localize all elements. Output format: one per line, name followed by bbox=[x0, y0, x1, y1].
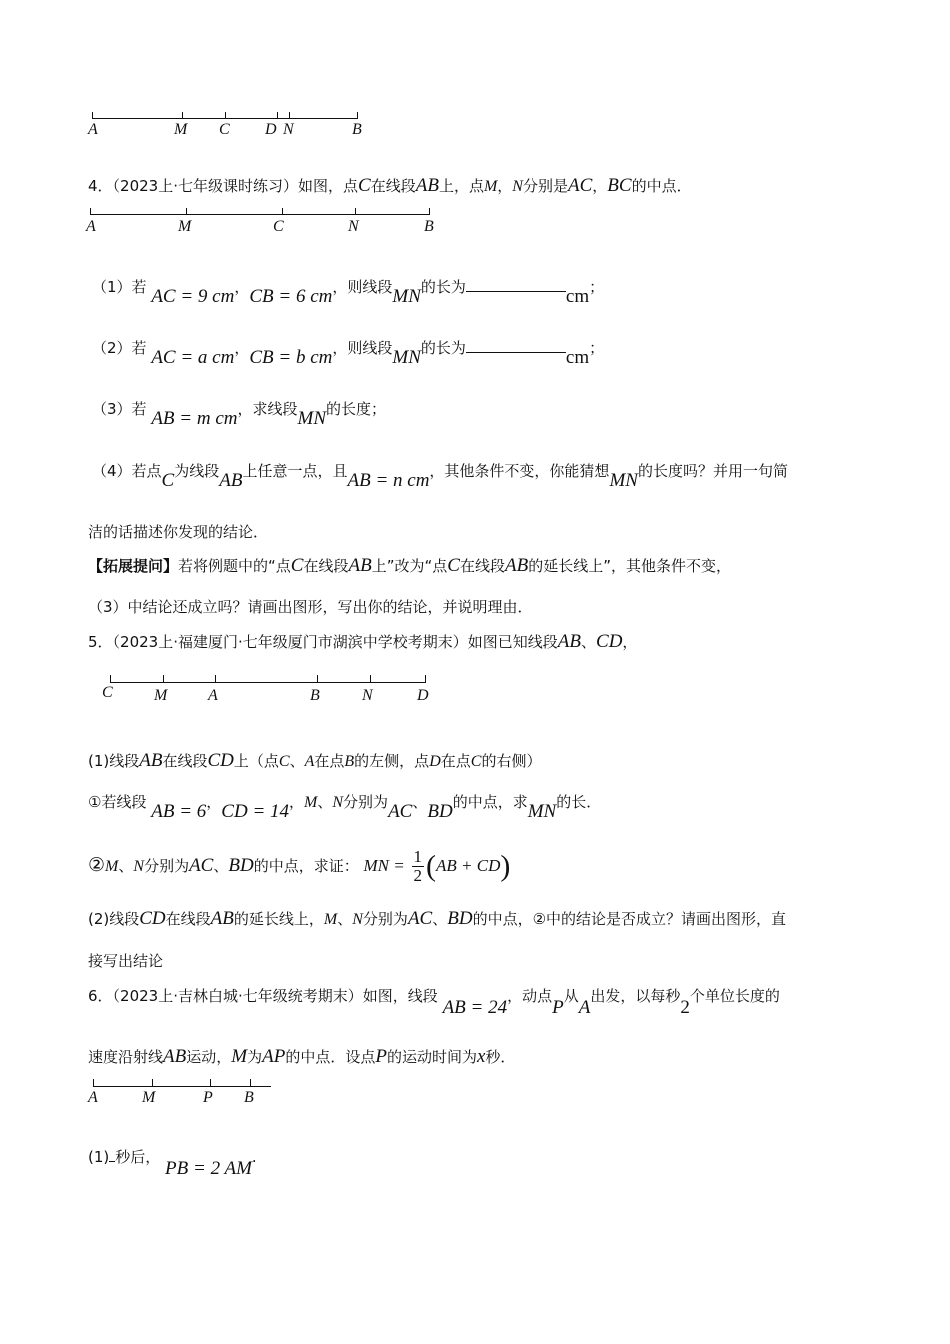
text: （2）若 bbox=[92, 339, 147, 357]
point-label: D bbox=[417, 687, 429, 704]
point-label: B bbox=[310, 687, 320, 704]
q4-part4 bbox=[92, 460, 788, 491]
point-label: B bbox=[352, 121, 362, 138]
text: 的中点．设点 bbox=[285, 1048, 376, 1066]
text: 的中点，求证： bbox=[253, 857, 359, 875]
text: (2)线段 bbox=[88, 910, 140, 928]
q4-part4-line2: 洁的话描述你发现的结论． bbox=[88, 523, 269, 541]
q6-stem bbox=[88, 985, 780, 1018]
text: 在线段 bbox=[165, 910, 211, 928]
point-label: C bbox=[219, 121, 230, 138]
text: 在点 bbox=[440, 752, 471, 770]
text: ； bbox=[589, 339, 605, 357]
text: 秒． bbox=[485, 1048, 516, 1066]
math: N bbox=[512, 178, 523, 195]
text: 分别是 bbox=[522, 177, 568, 195]
math: CD bbox=[596, 631, 623, 652]
text: 的右侧） bbox=[481, 752, 542, 770]
q4-part1: （1）若 AC = 9 cm，CB = 6 cm，则线段MN的长为 cm； bbox=[92, 278, 605, 307]
math: 2 bbox=[680, 997, 690, 1018]
equation: CB = b cm bbox=[249, 347, 333, 368]
point-label: P bbox=[203, 1089, 213, 1106]
text: 、 bbox=[289, 752, 305, 770]
point-label: B bbox=[244, 1089, 254, 1106]
text: 从 bbox=[563, 987, 579, 1005]
text: 的长度； bbox=[326, 400, 387, 418]
q5-stem bbox=[88, 631, 637, 653]
text: ， bbox=[289, 793, 305, 811]
text: 的中点，求 bbox=[452, 793, 528, 811]
point-label: A bbox=[88, 121, 98, 138]
text: 在线段 bbox=[303, 557, 349, 575]
denominator: 2 bbox=[413, 866, 423, 885]
q6-stem-line2 bbox=[88, 1046, 515, 1068]
point-label: M bbox=[142, 1089, 156, 1106]
text: 上”改为“点 bbox=[371, 557, 448, 575]
text: 、 bbox=[213, 857, 229, 875]
math: C bbox=[358, 175, 371, 196]
point-label: N bbox=[362, 687, 373, 704]
text: 分别为 bbox=[343, 793, 389, 811]
extension-tag: 【拓展提问】 bbox=[88, 557, 179, 575]
q4-part2: （2）若 AC = a cm，CB = b cm，则线段MN的长为 cm； bbox=[92, 339, 605, 368]
text: ，则线段 bbox=[332, 278, 393, 296]
text: ， bbox=[622, 633, 638, 651]
text: 为 bbox=[247, 1048, 263, 1066]
point-label: D bbox=[265, 121, 277, 138]
text: 个单位长度的 bbox=[689, 987, 780, 1005]
q4-part3 bbox=[92, 398, 387, 429]
equation: PB = 2 AM bbox=[165, 1158, 252, 1179]
text: 分别为 bbox=[362, 910, 408, 928]
equation: AC = a cm bbox=[151, 347, 235, 368]
math: AC bbox=[407, 908, 433, 929]
math: AC bbox=[189, 855, 214, 876]
text: （3）若 bbox=[92, 400, 147, 418]
math: P bbox=[552, 997, 564, 1018]
equation: MN = bbox=[363, 856, 405, 875]
equation: AB = 24 bbox=[442, 997, 508, 1018]
answer-blank[interactable] bbox=[466, 338, 566, 353]
math: CD bbox=[207, 750, 234, 771]
equation: AC = 9 cm bbox=[151, 286, 235, 307]
text: 的长为 bbox=[420, 278, 466, 296]
math: x bbox=[476, 1046, 486, 1067]
q6-part1 bbox=[88, 1146, 257, 1179]
text: 、 bbox=[337, 910, 353, 928]
text: ② bbox=[88, 854, 106, 876]
text: (1)线段 bbox=[88, 752, 140, 770]
math: M bbox=[304, 794, 318, 811]
math: C bbox=[290, 555, 304, 576]
point-label: M bbox=[154, 687, 168, 704]
text: 速度沿射线 bbox=[88, 1048, 164, 1066]
math: AB bbox=[504, 555, 529, 576]
equation: CD = 14 bbox=[221, 801, 290, 822]
text: 若将例题中的“点 bbox=[178, 557, 291, 575]
question-number: 5． bbox=[88, 633, 113, 651]
math: BD bbox=[427, 801, 453, 822]
math: C bbox=[470, 753, 482, 770]
question-source: （2023上·七年级课时练习） bbox=[112, 177, 298, 195]
math: AB bbox=[210, 908, 234, 929]
point-label: N bbox=[283, 121, 294, 138]
math: N bbox=[332, 794, 344, 811]
point-label: A bbox=[86, 218, 96, 235]
q5-sub1: ①若线段 AB = 6，CD = 14，M、N分别为AC、BD的中点，求MN的长． bbox=[88, 793, 602, 822]
numerator: 1 bbox=[413, 847, 423, 866]
text: 、 bbox=[432, 910, 448, 928]
math: AB bbox=[348, 555, 372, 576]
unit: cm bbox=[565, 286, 590, 307]
text: ，则线段 bbox=[332, 339, 393, 357]
point-label: N bbox=[348, 218, 359, 235]
equation: AB = 6 bbox=[151, 801, 207, 822]
point-label: C bbox=[102, 684, 113, 701]
text: ， bbox=[497, 177, 513, 195]
equation: AB = m cm bbox=[151, 408, 238, 429]
text: 出发，以每秒 bbox=[590, 987, 681, 1005]
q5-sub2: ②M、N分别为AC、BD的中点，求证： MN = $\frac{1}{2}$ (AB + CD) bbox=[88, 847, 511, 885]
q5-part2-line2: 接写出结论 bbox=[88, 952, 164, 970]
text: 在线段 bbox=[162, 752, 208, 770]
point-label: A bbox=[88, 1089, 98, 1106]
text: 上，点 bbox=[438, 177, 484, 195]
math: MN bbox=[297, 408, 327, 429]
text: 为线段 bbox=[174, 462, 220, 480]
q5-part1 bbox=[88, 750, 541, 772]
fraction bbox=[412, 848, 425, 885]
text: ①若线段 bbox=[88, 793, 147, 811]
text: （4）若点 bbox=[92, 462, 162, 480]
text: ； bbox=[589, 278, 605, 296]
text: 、 bbox=[412, 793, 428, 811]
answer-blank[interactable] bbox=[466, 277, 566, 292]
text: 如图已知线段 bbox=[467, 633, 558, 651]
math: AC bbox=[567, 175, 593, 196]
unit: cm bbox=[565, 347, 590, 368]
text: 在点 bbox=[314, 752, 345, 770]
math: MN bbox=[527, 801, 557, 822]
text: 、 bbox=[581, 633, 597, 651]
math: BD bbox=[228, 855, 254, 876]
math: MN bbox=[392, 286, 421, 307]
math: B bbox=[344, 753, 355, 770]
math: C bbox=[447, 555, 460, 576]
math: BC bbox=[607, 175, 632, 196]
text: ，动点 bbox=[507, 987, 553, 1005]
math: N bbox=[352, 911, 363, 928]
math: AC bbox=[388, 801, 413, 822]
text: 在线段 bbox=[370, 177, 416, 195]
math: D bbox=[429, 753, 441, 770]
text: 秒后， bbox=[115, 1148, 161, 1166]
point-label: C bbox=[273, 218, 284, 235]
point-label: B bbox=[424, 218, 434, 235]
text: ，求线段 bbox=[237, 400, 298, 418]
math: AB bbox=[557, 631, 581, 652]
math: AP bbox=[262, 1046, 286, 1067]
text: (1) bbox=[88, 1148, 110, 1166]
question-number: 6． bbox=[88, 987, 113, 1005]
math: P bbox=[375, 1046, 387, 1067]
math: MN bbox=[609, 470, 638, 491]
math: BD bbox=[447, 908, 473, 929]
math: N bbox=[133, 858, 145, 875]
math: AB bbox=[139, 750, 163, 771]
text: （1）若 bbox=[92, 278, 147, 296]
text: 的延长线上， bbox=[233, 910, 324, 928]
math: AB bbox=[219, 470, 243, 491]
text: 上任意一点，且 bbox=[242, 462, 348, 480]
text: ， bbox=[592, 177, 608, 195]
math: C bbox=[278, 753, 290, 770]
equation: CB = 6 cm bbox=[249, 286, 333, 307]
point-label: M bbox=[178, 218, 192, 235]
text: 的运动时间为 bbox=[386, 1048, 477, 1066]
math: CD bbox=[139, 908, 166, 929]
q5-part2 bbox=[88, 908, 786, 930]
math: M bbox=[231, 1046, 248, 1067]
text: 上（点 bbox=[233, 752, 279, 770]
math: A bbox=[578, 997, 591, 1018]
text: 、 bbox=[118, 857, 134, 875]
q4-extension bbox=[88, 555, 731, 577]
text: 的延长线上”，其他条件不变， bbox=[528, 557, 731, 575]
text: 如图，点 bbox=[298, 177, 359, 195]
text: 的长度吗？并用一句简 bbox=[637, 462, 788, 480]
text: 的中点，②中的结论是否成立？请画出图形，直 bbox=[472, 910, 787, 928]
equation: AB = n cm bbox=[347, 470, 430, 491]
text: ，其他条件不变，你能猜想 bbox=[429, 462, 610, 480]
q4-extension-line2: （3）中结论还成立吗？请画出图形，写出你的结论，并说明理由． bbox=[88, 598, 533, 616]
math: A bbox=[304, 753, 315, 770]
math: AB bbox=[163, 1046, 187, 1067]
text: 分别为 bbox=[144, 857, 190, 875]
question-source: （2023上·吉林白城·七年级统考期末） bbox=[112, 987, 363, 1005]
text: 在线段 bbox=[459, 557, 505, 575]
math: M bbox=[483, 178, 498, 195]
equation: AB + CD bbox=[436, 856, 501, 875]
math: AB bbox=[415, 175, 439, 196]
math: MN bbox=[392, 347, 421, 368]
text: 的中点． bbox=[631, 177, 692, 195]
text: 的长． bbox=[556, 793, 602, 811]
q4-stem bbox=[88, 175, 692, 197]
text: 如图，线段 bbox=[362, 987, 438, 1005]
text: 的长为 bbox=[420, 339, 466, 357]
question-number: 4． bbox=[88, 177, 113, 195]
math: C bbox=[161, 470, 175, 491]
text: 的左侧，点 bbox=[354, 752, 430, 770]
text: 、 bbox=[317, 793, 333, 811]
question-source: （2023上·福建厦门·七年级厦门市湖滨中学校考期末） bbox=[112, 633, 468, 651]
point-label: M bbox=[174, 121, 188, 138]
math: M bbox=[323, 911, 338, 928]
point-label: A bbox=[208, 687, 218, 704]
text: . bbox=[251, 1148, 257, 1166]
text: 运动， bbox=[186, 1048, 232, 1066]
math: M bbox=[105, 858, 119, 875]
